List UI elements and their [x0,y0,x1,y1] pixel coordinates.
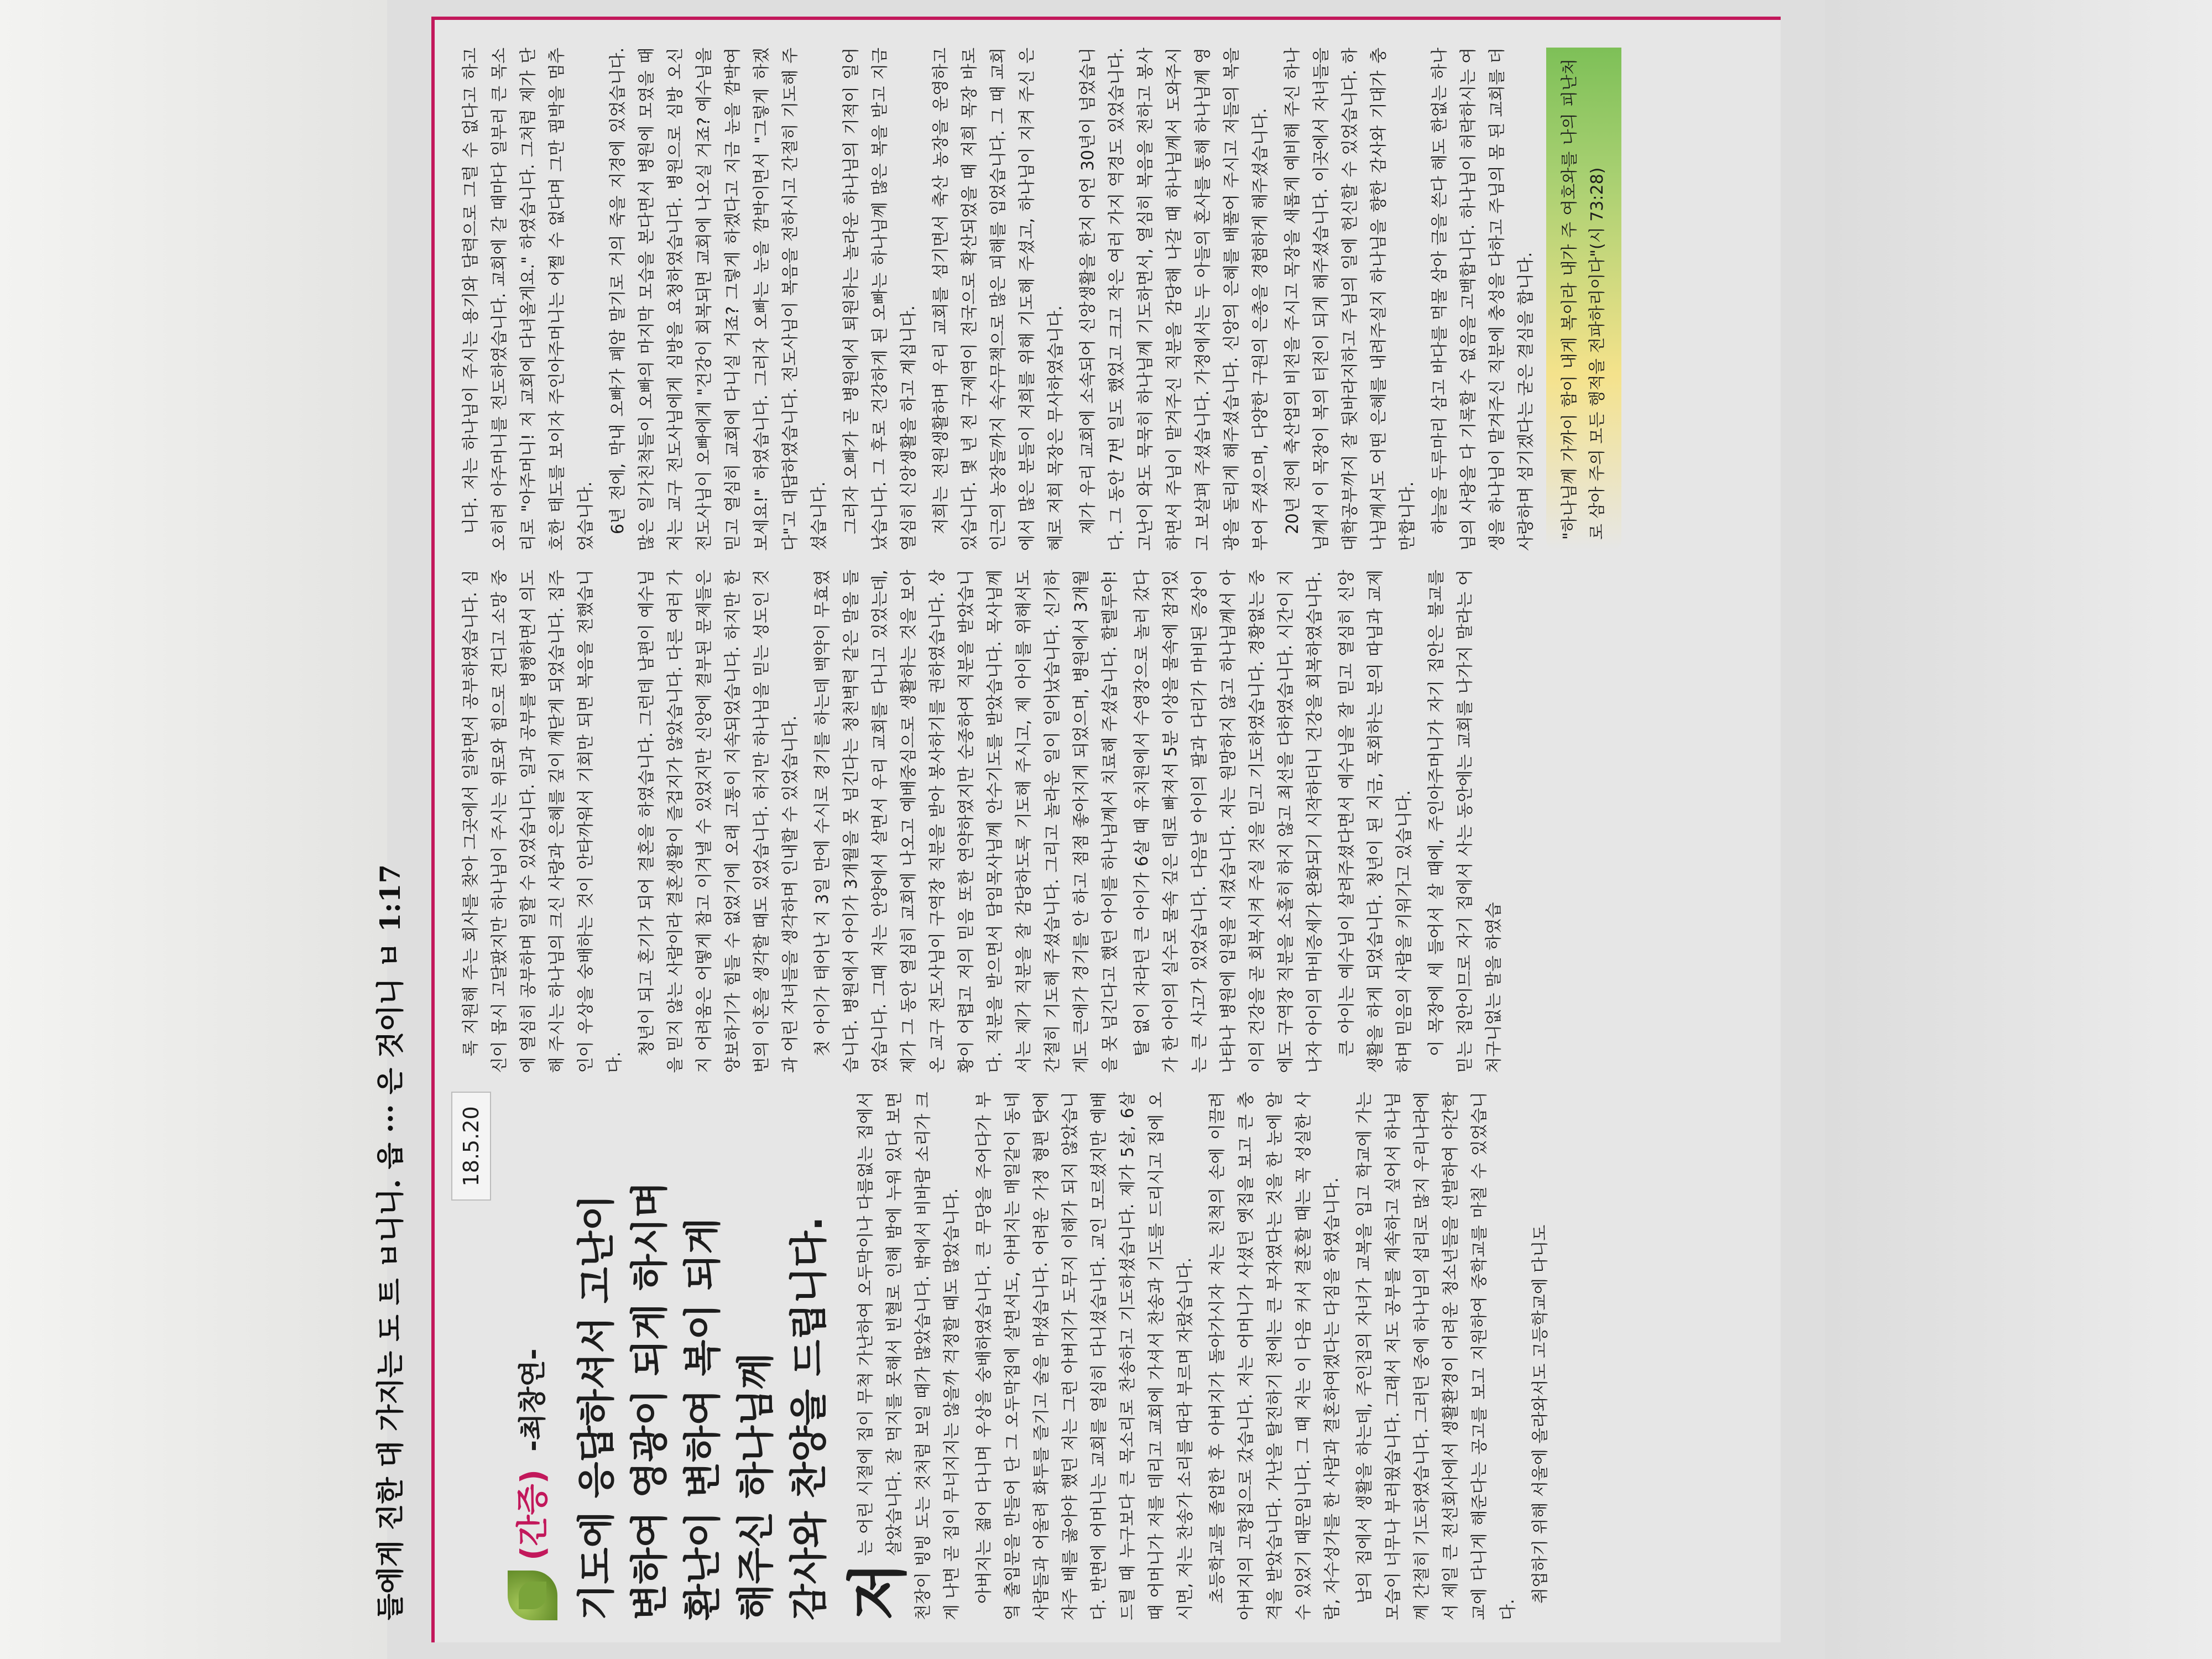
column-1-body [843,1092,1558,1620]
scan-margin-right [1825,0,2212,1659]
paragraph: 큰 아이는 예수님이 살려주셨다면서 예수님을 잘 믿고 열심히 신앙생활을 하게 되었습니다. 청년이 된 지금, 목회하는 분의 따님과 교제하며 믿음의 사람을 키워가고 있습니다. [1337,570,1414,1073]
paragraph: 제가 우리 교회에 소속되어 신앙생활을 한지 어언 30년이 넘었습니다. 그 동안 7번 일도 했었고 크고 작은 여러 가지 역경도 있었습니다. 고난이 와도 묵묵히 하나님께 기도하면서, 열심히 복음을 전하고 봉사하면서 주님이 맡겨주신 직분을 감당해 나갈 때 하나님께서 도와주시고 보살펴 주셨습니다. 가정에서는 두 아들의 혼사를 통해 하나님께 영광을 돌리게 해주셨습니다. 신앙의 은혜를 배풀어 주시고 저들의 복을 부어 주셨으며, 다양한 구원의 은총을 경험하게 해주셨습니다. [1078,48,1270,551]
paragraph: 저희는 전원생활하며 우리 교회를 섬기면서 축산 농장을 운영하고 있습니다. 몇 년 전 구제역이 전국으로 확산되었을 때 저희 목장 바로 인근의 농장들까지 속수무책으로 많은 피해를 입었습니다. 그 때 교회에서 많은 분들이 저희를 위해 기도해 주셨고, 하나님이 지켜 주신 은혜로 저희 목장은 무사하였습니다. [931,48,1066,551]
scan-margin-left [0,0,387,1659]
newspaper-page [374,0,1825,1659]
headline-line: 기도에 응답하셔서 고난이 [575,1194,619,1620]
tag-line [508,1092,557,1620]
paragraph: 청년이 되고 혼기가 되어 결혼을 하였습니다. 그런데 남편이 예수님을 믿지 않는 사람이라 결혼생활이 즐겁지가 않았습니다. 다른 여러 가지 어려움은 어떻게 참고 이겨낼 수 있었지만 신앙에 결부된 문제들은 양보하기가 힘들 수 없었기에 오래 고통이 지속되었습니다. 하지만 한 번의 이혼을 생각할 때도 있었습니다. 하지만 하나님을 믿는 성도인 것과 어린 자녀들을 생각하며 인내할 수 있었습니다. [637,570,800,1073]
article-columns [457,48,1759,1620]
paragraph: 6년 전에, 막내 오빠가 폐암 말기로 거의 죽을 지경에 있었습니다. 많은 일가친척들이 오빠의 마지막 모습을 본다면서 병원에 모였을 때 저는 교구 전도사님에게 심방을 요청하였습니다. 병원으로 심방 오신 전도사님이 오빠에게 "건강이 회복되면 교회에 나오실 거죠? 예수님을 믿고 열심히 교회에 다니실 거죠? 그렇게 하겠다고 지금 눈을 깜박여 보세요!" 하였습니다. 그러자 오빠는 눈을 깜박이면서 "그렇게 하겠다"고 대답하였습니다. 전도사님이 복음을 전하시고 간절히 기도해 주셨습니다. [608,48,829,551]
page-header: 들에게 진한 대 가지는 도 트 ㅂ니니. 읍 ··· 은 것이니 ㅂ 1:17 [374,864,406,1620]
headline-line: 변하여 영광이 되게 하시며 [628,1181,672,1620]
paragraph: 취업하기 위해 서울에 올라와서도 고등학교에 다니도 [1531,1224,1550,1604]
headline [571,1092,836,1620]
paragraph: 하늘을 두루마리 삼고 바다를 먹물 삼아 글을 쓴다 해도 한없는 하나님의 사랑을 다 기록할 수 없음을 고백합니다. 하나님이 허락하시는 여생을 하나님이 맡겨주신 직분에 충성을 다하고 주님의 몸 된 교회를 더 사랑하며 섬기겠다는 굳은 결심을 합니다. [1430,48,1536,551]
author-name: -최창연- [517,1348,549,1452]
column-1 [457,1092,1759,1620]
paragraph: 록 지원해 주는 회사를 찾아 그곳에서 일하면서 공부하였습니다. 심신이 몹시 고달팠지만 하나님이 주시는 위로와 힘으로 견디고 소망 중에 열심히 공부하며 일할 수 있었습니다. 일과 공부를 병행하면서 의도해 주시는 하나님의 크신 사랑과 은혜를 깊이 깨닫게 되었습니다. 집주인이 우상을 숭배하는 것이 안타까워서 기회만 되면 복음을 전했습니다. [461,570,624,1073]
paragraph: 아버지는 젊어 다니며 우상을 숭배하였습니다. 큰 무당을 주어다가 부엌 출입문을 만들어 단 그 오두막집에 살면서도, 아버지는 매일같이 동네 사람들과 어울려 화투를 즐기고 술을 마셨습니다. 어려운 가정 형편 탓에 자주 배를 곯아야 했던 저는 그런 아버지가 도무지 이해가 되지 않았습니다. 반면에 어머니는 교회를 열심히 다니셨습니다. 교인 모르셨지만 예배드릴 때 누구보다 큰 목소리로 찬송하고 기도하셨습니다. 제가 5살, 6살 때 어머니가 저를 데리고 교회에 가셔서 찬송과 기도를 드리시고 집에 오시면, 저는 찬송가 소리를 따라 부르며 자랐습니다. [974,1092,1195,1620]
paragraph: 초등학교를 졸업한 후 아버지가 돌아가시자 저는 친척의 손에 이끌려 아버지의 고향집으로 갔습니다. 저는 어머니가 사셨던 옛집을 보고 큰 충격을 받았습니다. 가난을 탈진하기 전에는 큰 부자였다는 것을 한 눈에 알 수 있었기 때문입니다. 그 때 저는 이 다음 커서 결혼할 때는 꼭 성실한 사람, 자수성가를 한 사람과 결혼하여겠다는 다짐을 하였습니다. [1208,1092,1342,1620]
paragraph: 탈 없이 자라던 큰 아이가 6살 때 유치원에서 수영장으로 놀러 갔다가 한 아이의 실수로 물속 깊은 데로 빠져서 5분 이상을 물속에 잠겨있는 큰 사고가 있었습니다. 다음날 아이의 팔과 다리가 마비된 증상이 나타나 병원에 입원을 시켰습니다. 저는 원망하지 않고 하나님께서 아이의 건강을 곧 회복시켜 주실 것을 믿고 기도하였습니다. 경황없는 중에도 구역장 직분을 소홀히 하지 않고 최선을 다하였습니다. 시간이 지나자 아이의 마비증세가 완화되기 시작하더니 건강을 회복하였습니다. [1133,570,1324,1073]
paragraph: 남의 집에서 생활을 하는데, 주인집의 자녀가 교복을 입고 학교에 가는 모습이 너무나 부러웠습니다. 그래서 저도 공부를 계속하고 싶어서 하나님께 간절히 기도하였습니다. 그러던 중에 하나님의 섭리로 많지 우리나라에서 제일 큰 전선회사에서 생활환경이 어려운 청소년들을 선발하여 야간학교에 다니게 해준다는 공고를 보고 지원하여 중학교를 마칠 수 있었습니다. [1355,1092,1518,1620]
section-tag: (간증) [514,1469,551,1561]
testimony-article [374,17,1781,1642]
headline-line: 감사와 찬양을 드립니다. [787,1216,831,1620]
headline-line: 해주신 하나님께 [734,1353,778,1620]
paragraph: 첫 아이가 태어난 지 3일 만에 수시로 경기를 하는데 백약이 무효였습니다. 병원에서 아이가 3개월을 못 넘긴다는 청천벽력 같은 말을 들었습니다. 그때 저는 안양에서 살면서 우리 교회를 다니고 있었는데, 제가 그 동안 열심히 교회에 나오고 예배중심으로 생활하는 것을 보아 온 교구 전도사님이 구역장 직분을 받아 봉사하기를 권하였습니다. 상황이 어렵고 저의 믿음 또한 연약하였지만 순종하여 직분을 받았습니다. 직분을 받으면서 담임목사님께 안수기도를 받았습니다. 목사님께서는 제가 직분을 잘 감당하도록 기도해 주시고, 제 아이를 위해서도 간절히 기도해 주셨습니다. 그리고 놀라운 일이 일어났습니다. 신기하게도 큰애가 경기를 안 하고 점점 좋아지게 되었으며, 병원에서 3개월을 못 넘긴다고 했던 아이를 하나님께서 치료해 주셨습니다. 할렐루야! [813,570,1120,1073]
leaf-logo-icon [508,1571,557,1620]
column-2 [457,570,1759,1073]
bible-verse-box: "하나님께 가까이 함이 내게 복이라 내가 주 여호와를 나의 피난처로 삼아 주의 모든 행적을 전파하리이다"(시 73:28) [1546,48,1621,551]
drop-cap: 저 [843,1561,914,1620]
paragraph: 그러자 오빠가 곧 병원에서 퇴원하는 놀라운 하나님의 기적이 일어났습니다. 그 후로 건강하게 된 오빠는 하나님께 많은 복을 받고 지금 열심히 신앙생활을 하고 계십니다. [842,48,919,551]
headline-line: 환난이 변하여 복이 되게 [681,1218,725,1620]
paragraph: 이 목장에 세 들어서 살 때에, 주인아주머니가 자기 집안은 불교를 믿는 집안이므로 자기 집에서 사는 동안에는 교회를 나가지 말라는 어처구니없는 말을 하였습 [1427,570,1504,1073]
paragraph: 니다. 저는 하나님이 주시는 용기와 담력으로 그럴 수 없다고 하고 오히려 아주머니를 전도하였습니다. 교회에 갈 때마다 일부러 큰 목소리로 "아주머니! 저 교회에 다녀올게요." 하였습니다. 그처럼 제가 단호한 태도를 보이자 주인아주머니는 어쩔 수 없다며 그만 핍박을 멈추었습니다. [461,48,596,551]
paragraph: 20년 전에 축산업의 비전을 주시고 목장을 새롭게 예비해 주신 하나님께서 이 목장이 복의 터전이 되게 해주셨습니다. 이곳에서 자녀들을 대학공부까지 잘 뒷바라지하고 주님의 일에 헌신할 수 있었습니다. 하나님께서도 어떤 은혜를 내려주실지 하나님을 향한 감사와 기대가 충만합니다. [1283,48,1417,551]
date-stamp: 18.5.20 [451,1092,491,1201]
paragraph: 는 어린 시절에 집이 무척 가난하여 오두막이나 다름없는 집에서 살았습니다. 잘 먹지를 못해서 빈혈로 인해 밤에 누워 있다 보면 천장이 빙빙 도는 것처럼 보일 때가 많았습니다. 밖에서 비바람 소리가 크게 나면 곧 집이 무너지지는 않을까 걱정할 때도 많았습니다. [856,1092,962,1620]
column-3 [457,48,1759,551]
